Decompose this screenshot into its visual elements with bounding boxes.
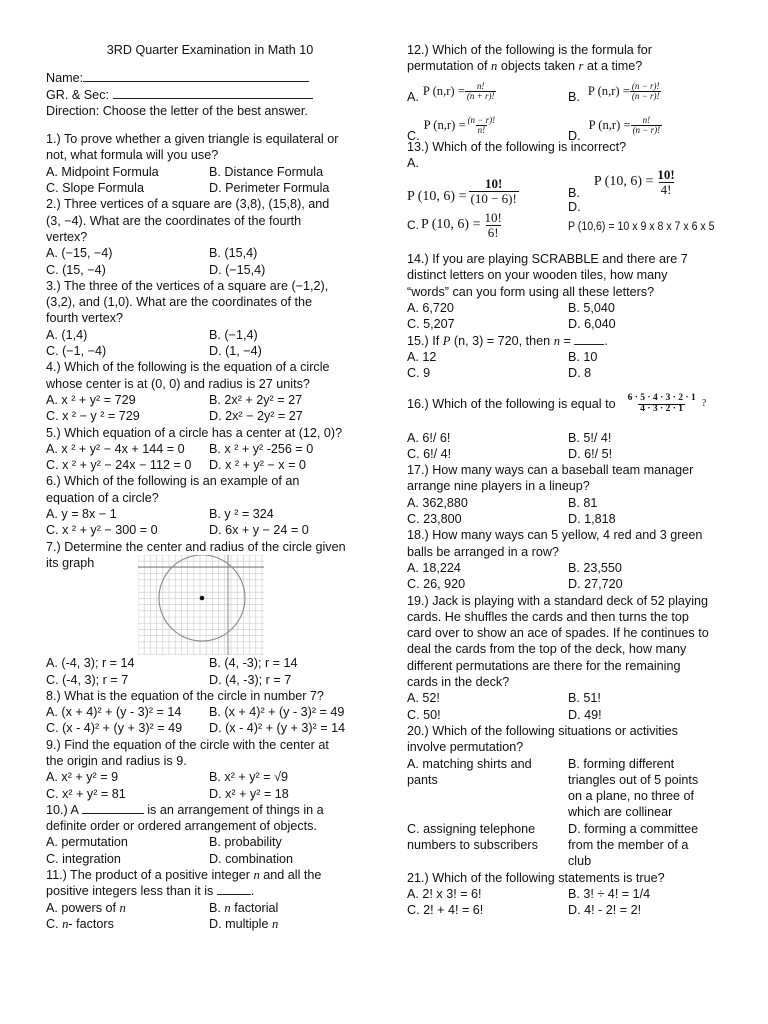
question-12: 12.) Which of the following is the formula for permutation of n objects taken r at a time? A. P (n,r) = $\frac{n!}{(n + r)!}$ B. P (n,r) = $\frac{(n - r)!}{(n - r)!}$ C. P (n,r) = $\frac{(n - r)!}{n!}$ D. P (n,r) = $\frac{n!}{(n - r)!}$: [407, 42, 737, 143]
q17-option-b: B. 81: [568, 495, 598, 510]
name-line: [46, 70, 368, 86]
q11-option-a: [46, 900, 209, 916]
text-q13-lhs: P (10, 6) =: [421, 217, 481, 233]
q14-option-b: B. 5,040: [568, 301, 615, 316]
q6-option-b: B. y ² = 324: [209, 507, 274, 522]
text-q20-b-3: which are collinear: [568, 805, 673, 820]
grade-line: [46, 87, 368, 103]
q12-option-d: [568, 109, 737, 143]
text-q13-labels-3: D.: [568, 200, 581, 215]
text-q20-b-1: triangles out of 5 points: [568, 772, 699, 787]
text-q16-qmark: ?: [701, 398, 707, 410]
question-2: [46, 196, 368, 277]
text-q13-stem: 13.) Which of the following is incorrect?: [407, 139, 627, 154]
q10-option-d: D. combination: [209, 851, 293, 866]
text-q20-a-1: pants: [407, 772, 438, 787]
question-18: [407, 527, 737, 592]
q10-option-a: A. permutation: [46, 835, 128, 850]
q5-option-b: B. x ² + y² -256 = 0: [209, 441, 314, 456]
question-4: [46, 359, 368, 424]
text-q12-labels-3: D.: [568, 129, 581, 144]
text-q11-var: n: [253, 868, 260, 883]
q1-option-c: C. Slope Formula: [46, 181, 144, 196]
text-q3-stem-2: fourth vertex?: [46, 311, 124, 326]
text-q11-options_prefix-3: D. multiple: [209, 916, 269, 931]
text-q13-dens-1: 4!: [660, 181, 672, 197]
name-label: Name:: [46, 71, 84, 86]
q9-option-c: C. x² + y² = 81: [46, 786, 126, 801]
grade-label: GR. & Sec:: [46, 87, 109, 102]
q16-option-c: C. 6!/ 4!: [407, 446, 452, 461]
q19-option-a: A. 52!: [407, 691, 440, 706]
text-q11-options_prefix-2: C.: [46, 916, 59, 931]
q16-option-d: D. 6!/ 5!: [568, 446, 613, 461]
text-q12-dens-0: (n + r)!: [466, 91, 495, 102]
question-16: [407, 390, 737, 463]
q3-option-b: B. (−1,4): [209, 327, 258, 342]
q15-option-a: A. 12: [407, 349, 437, 364]
text-q10-stem_a: 10.) A: [46, 802, 79, 817]
text-q15-stem_b: (n, 3) = 720, then: [453, 333, 551, 348]
text-q13-labels-2: C.: [407, 218, 419, 233]
q14-option-d: D. 6,040: [568, 317, 616, 332]
grade-blank: [113, 87, 313, 99]
text-q9-stem-0: 9.) Find the equation of the circle with the center at: [46, 737, 329, 752]
text-q2-stem-0: 2.) Three vertices of a square are (3,8), (15,8), and: [46, 197, 330, 212]
text-q20-stem-1: involve permutation?: [407, 740, 524, 755]
q6-option-c: C. x ² + y² − 300 = 0: [46, 523, 158, 538]
question-21: [407, 870, 737, 919]
question-20: [407, 723, 737, 870]
q9-option-b: B. x² + y² = √9: [209, 770, 288, 785]
q9-option-d: D. x² + y² = 18: [209, 786, 289, 801]
q17-option-d: D. 1,818: [568, 512, 616, 527]
q19-option-d: D. 49!: [568, 707, 602, 722]
text-q8-stem-0: 8.) What is the equation of the circle in number 7?: [46, 688, 324, 703]
text-q13-dens-2: 6!: [487, 224, 499, 240]
question-13: [407, 139, 737, 246]
exam-title: 3RD Quarter Examination in Math 10: [106, 43, 314, 57]
q13-label-a: A.: [407, 155, 419, 170]
text-q19-stem-1: cards. He shuffles the cards and then turns the top: [407, 609, 689, 624]
q4-option-c: C. x ² − y ² = 729: [46, 409, 140, 424]
text-q3-stem-0: 3.) The three of the vertices of a square are (−1,2),: [46, 278, 329, 293]
q13-option-d: [568, 200, 737, 245]
q2-option-b: B. (15,4): [209, 246, 258, 261]
text-q21-stem: 21.) Which of the following statements is true?: [407, 870, 665, 885]
text-q12-lhs: P (n,r) =: [588, 118, 631, 133]
text-q20-d-2: club: [568, 854, 592, 869]
text-q11-stem2: positive integers less than it is: [46, 884, 214, 899]
question-8: [46, 688, 368, 737]
text-q17-stem-0: 17.) How many ways can a baseball team manager: [407, 463, 694, 478]
text-q12-lhs: P (n,r) =: [422, 84, 465, 99]
q4-option-a: A. x ² + y² = 729: [46, 392, 136, 407]
text-q13-nums-2: 10!: [484, 210, 502, 226]
text-q11-options_suffix-2: - factors: [68, 916, 114, 931]
text-q16-stem: 16.) Which of the following is equal to: [407, 397, 616, 412]
text-q13-nums-1: 10!: [657, 167, 675, 183]
q15-option-c: C. 9: [407, 366, 431, 381]
text-q13-d_text: P (10,6) = 10 x 9 x 8 x 7 x 6 x 5: [568, 221, 715, 234]
text-q7-stem-1: its graph: [46, 555, 95, 570]
text-q14-stem-0: 14.) If you are playing SCRABBLE and there are 7: [407, 252, 688, 267]
text-q13-lhs: P (10, 6) =: [407, 188, 467, 204]
q7-option-d: D. (4, -3); r = 7: [209, 672, 292, 687]
q5-option-d: D. x ² + y² − x = 0: [209, 458, 306, 473]
question-9: [46, 737, 368, 802]
text-q18-stem-1: balls be arranged in a row?: [407, 544, 559, 559]
q11-option-c: [46, 916, 209, 932]
text-q20-stem-0: 20.) Which of the following situations or activities: [407, 723, 678, 738]
q4-option-b: B. 2x² + 2y² = 27: [209, 392, 303, 407]
q18-option-b: B. 23,550: [568, 560, 622, 575]
text-q19-stem-3: deal the cards from the top of the deck, how many: [407, 642, 687, 657]
q2-option-c: C. (15, −4): [46, 262, 106, 277]
text-q11-options_prefix-0: A. powers of: [46, 900, 116, 915]
text-q12-stem2_c: at a time?: [586, 59, 643, 74]
text-q1-stem-0: 1.) To prove whether a given triangle is equilateral or: [46, 132, 339, 147]
q10-option-b: B. probability: [209, 835, 282, 850]
text-q11-stem_a: 11.) The product of a positive integer: [46, 868, 250, 883]
text-q14-stem-1: distinct letters on your wooden tiles, how many: [407, 268, 668, 283]
q1-option-d: D. Perimeter Formula: [209, 181, 330, 196]
q14-option-a: A. 6,720: [407, 301, 454, 316]
name-blank: [83, 70, 309, 82]
q18-option-d: D. 27,720: [568, 577, 623, 592]
text-q5-stem-0: 5.) Which equation of a circle has a center at (12, 0)?: [46, 425, 343, 440]
q5-option-c: C. x ² + y² − 24x − 112 = 0: [46, 458, 192, 473]
text-q17-stem-1: arrange nine players in a lineup?: [407, 479, 590, 494]
text-q12-lhs: P (n,r) =: [423, 118, 466, 133]
text-q11-var: n: [224, 900, 231, 915]
question-5: [46, 425, 368, 474]
text-q11-options_suffix-1: factorial: [234, 900, 279, 915]
question-1: [46, 131, 368, 196]
q11-blank: [217, 883, 251, 895]
q8-option-a: A. (x + 4)² + (y - 3)² = 14: [46, 705, 182, 720]
text-q19-stem-5: cards in the deck?: [407, 675, 510, 690]
q1-option-b: B. Distance Formula: [209, 164, 324, 179]
circle-center-point: [200, 596, 205, 601]
right-column: [407, 42, 737, 918]
question-7: [46, 539, 368, 688]
text-q11-var: n: [62, 916, 69, 931]
q20-option-b: [568, 756, 737, 821]
q2-option-d: D. (−15,4): [209, 262, 266, 277]
circle-graph: [138, 555, 264, 655]
q17-option-a: A. 362,880: [407, 495, 468, 510]
q7-option-b: B. (4, -3); r = 14: [209, 656, 298, 671]
q21-option-c: C. 2! + 4! = 6!: [407, 903, 484, 918]
q7-option-c: C. (-4, 3); r = 7: [46, 672, 129, 687]
q15-option-b: B. 10: [568, 349, 598, 364]
q8-option-c: C. (x - 4)² + (y + 3)² = 49: [46, 721, 183, 736]
text-q12-dens-2: n!: [477, 125, 486, 136]
q5-option-a: A. x ² + y² − 4x + 144 = 0: [46, 441, 185, 456]
text-q20-d-0: D. forming a committee: [568, 821, 699, 836]
text-q7-stem-0: 7.) Determine the center and radius of the circle given: [46, 539, 346, 554]
text-q12-stem2_b: objects taken: [500, 59, 576, 74]
q15-blank: [574, 333, 604, 345]
text-q12-nums-3: n!: [642, 114, 651, 125]
text-q11-var: n: [119, 900, 126, 915]
q16-option-b: B. 5!/ 4!: [568, 430, 612, 445]
text-q20-d-1: from the member of a: [568, 837, 689, 852]
q11-option-b: [209, 900, 368, 916]
text-q15-stem_a: 15.) If: [407, 333, 440, 348]
text-q11-var: n: [272, 916, 279, 931]
text-q20-a-0: A. matching shirts and: [407, 756, 532, 771]
q21-option-d: D. 4! - 2! = 2!: [568, 903, 642, 918]
text-q12-labels-1: B.: [568, 90, 580, 105]
text-q4-stem-0: 4.) Which of the following is the equation of a circle: [46, 360, 330, 375]
question-17: [407, 462, 737, 527]
q3-option-c: C. (−1, −4): [46, 344, 107, 359]
direction: Direction: Choose the letter of the best answer.: [46, 103, 308, 118]
text-q11-stem_b: and all the: [263, 868, 322, 883]
text-q13-nums-0: 10!: [484, 175, 503, 191]
text-q3-stem-1: (3,2), and (1,0). What are the coordinates of the: [46, 295, 313, 310]
text-q20-c-1: numbers to subscribers: [407, 837, 538, 852]
q6-option-d: D. 6x + y − 24 = 0: [209, 523, 309, 538]
q10-blank: [82, 802, 144, 814]
q20-option-d: [568, 821, 737, 870]
question-6: [46, 473, 368, 538]
q13-option-c: [407, 205, 568, 245]
text-q12-nums-0: n!: [476, 80, 485, 91]
q14-option-c: C. 5,207: [407, 317, 455, 332]
text-q14-stem-2: “words” can you form using all these letters?: [407, 284, 655, 299]
q1-option-a: A. Midpoint Formula: [46, 164, 159, 179]
q11-option-d: [209, 916, 368, 932]
text-q19-stem-2: card over to show an ace of spades. If he continues to: [407, 626, 709, 641]
q8-option-d: D. (x - 4)² + (y + 3)² = 14: [209, 721, 346, 736]
q19-option-b: B. 51!: [568, 691, 601, 706]
text-q11-options_prefix-1: B.: [209, 900, 221, 915]
text-q20-c-0: C. assigning telephone: [407, 821, 536, 836]
q19-option-c: C. 50!: [407, 707, 441, 722]
q18-option-c: C. 26, 920: [407, 577, 466, 592]
text-q16-num: 6 · 5 · 4 · 3 · 2 · 1: [627, 393, 696, 404]
text-q10-stem_b: is an arrangement of things in a: [147, 802, 324, 817]
text-q12-nums-2: (n − r)!: [467, 114, 496, 125]
text-q12-dens-1: (n − r)!: [631, 91, 660, 102]
q18-option-a: A. 18,224: [407, 560, 461, 575]
q21-option-a: A. 2! x 3! = 6!: [407, 886, 482, 901]
left-column: [46, 42, 368, 932]
text-q13-dens-0: (10 − 6)!: [470, 190, 517, 206]
q12-option-b: [568, 75, 737, 109]
text-q12-labels-2: C.: [407, 129, 420, 144]
text-q2-stem-1: (3, −4). What are the coordinates of the fourth: [46, 213, 302, 228]
q15-option-d: D. 8: [568, 366, 592, 381]
question-14: [407, 251, 737, 332]
text-q12-lhs: P (n,r) =: [587, 84, 630, 99]
q20-option-c: [407, 821, 568, 870]
text-q2-stem-2: vertex?: [46, 229, 88, 244]
text-q20-b-0: B. forming different: [568, 756, 675, 771]
text-q19-stem-4: different permutations are there for the remaining: [407, 658, 681, 673]
text-q12-labels-0: A.: [407, 90, 419, 105]
q2-option-a: A. (−15, −4): [46, 246, 113, 261]
q21-option-b: B. 3! ÷ 4! = 1/4: [568, 886, 651, 901]
question-15: 15.) If P (n, 3) = 720, then n = . A. 12 B. 10 C. 9 D. 8: [407, 333, 737, 382]
text-q1-stem-1: not, what formula will you use?: [46, 148, 219, 163]
question-10: [46, 802, 368, 867]
text-q13-labels-1: B.: [568, 185, 580, 200]
q17-option-c: C. 23,800: [407, 512, 462, 527]
text-q20-b-2: on a plane, no three of: [568, 789, 695, 804]
text-q6-stem-1: equation of a circle?: [46, 490, 159, 505]
text-q16-den: 4 · 3 · 2 · 1: [640, 404, 684, 415]
question-11: 11.) The product of a positive integer n and all the positive integers less than it is . A. powers of n B. n factorial C. n- factors D. multiple n: [46, 867, 368, 932]
q12-option-a: [407, 75, 568, 109]
q3-option-a: A. (1,4): [46, 327, 88, 342]
q16-option-a: A. 6!/ 6!: [407, 430, 451, 445]
text-q15-stem_c: =: [563, 333, 571, 348]
q3-option-d: D. (1, −4): [209, 344, 262, 359]
q7-option-a: A. (-4, 3); r = 14: [46, 656, 135, 671]
q6-option-a: A. y = 8x − 1: [46, 507, 117, 522]
question-3: [46, 278, 368, 359]
q8-option-b: B. (x + 4)² + (y - 3)² = 49: [209, 705, 345, 720]
q9-option-a: A. x² + y² = 9: [46, 770, 119, 785]
text-q12-nums-1: (n − r)!: [631, 80, 660, 91]
text-q9-stem-1: the origin and radius is 9.: [46, 753, 187, 768]
text-q19-stem-0: 19.) Jack is playing with a standard deck of 52 playing: [407, 593, 709, 608]
text-q18-stem-0: 18.) How many ways can 5 yellow, 4 red and 3 green: [407, 528, 703, 543]
text-q12-stem2_a: permutation of: [407, 59, 488, 74]
question-19: [407, 593, 737, 723]
q13-option-a: [407, 159, 568, 205]
q10-option-c: C. integration: [46, 851, 121, 866]
text-q6-stem-0: 6.) Which of the following is an example of an: [46, 474, 300, 489]
text-q12-stem-0: 12.) Which of the following is the formula for: [407, 43, 652, 57]
text-q10-stem2: definite order or ordered arrangement of objects.: [46, 819, 317, 834]
q4-option-d: D. 2x² − 2y² = 27: [209, 409, 303, 424]
text-q13-lhs: P (10, 6) =: [593, 174, 654, 190]
q20-option-a: [407, 756, 568, 821]
q12-option-c: [407, 109, 568, 143]
text-q12-dens-3: (n − r)!: [632, 125, 661, 136]
text-q4-stem-1: whose center is at (0, 0) and radius is 27 units?: [46, 376, 310, 391]
